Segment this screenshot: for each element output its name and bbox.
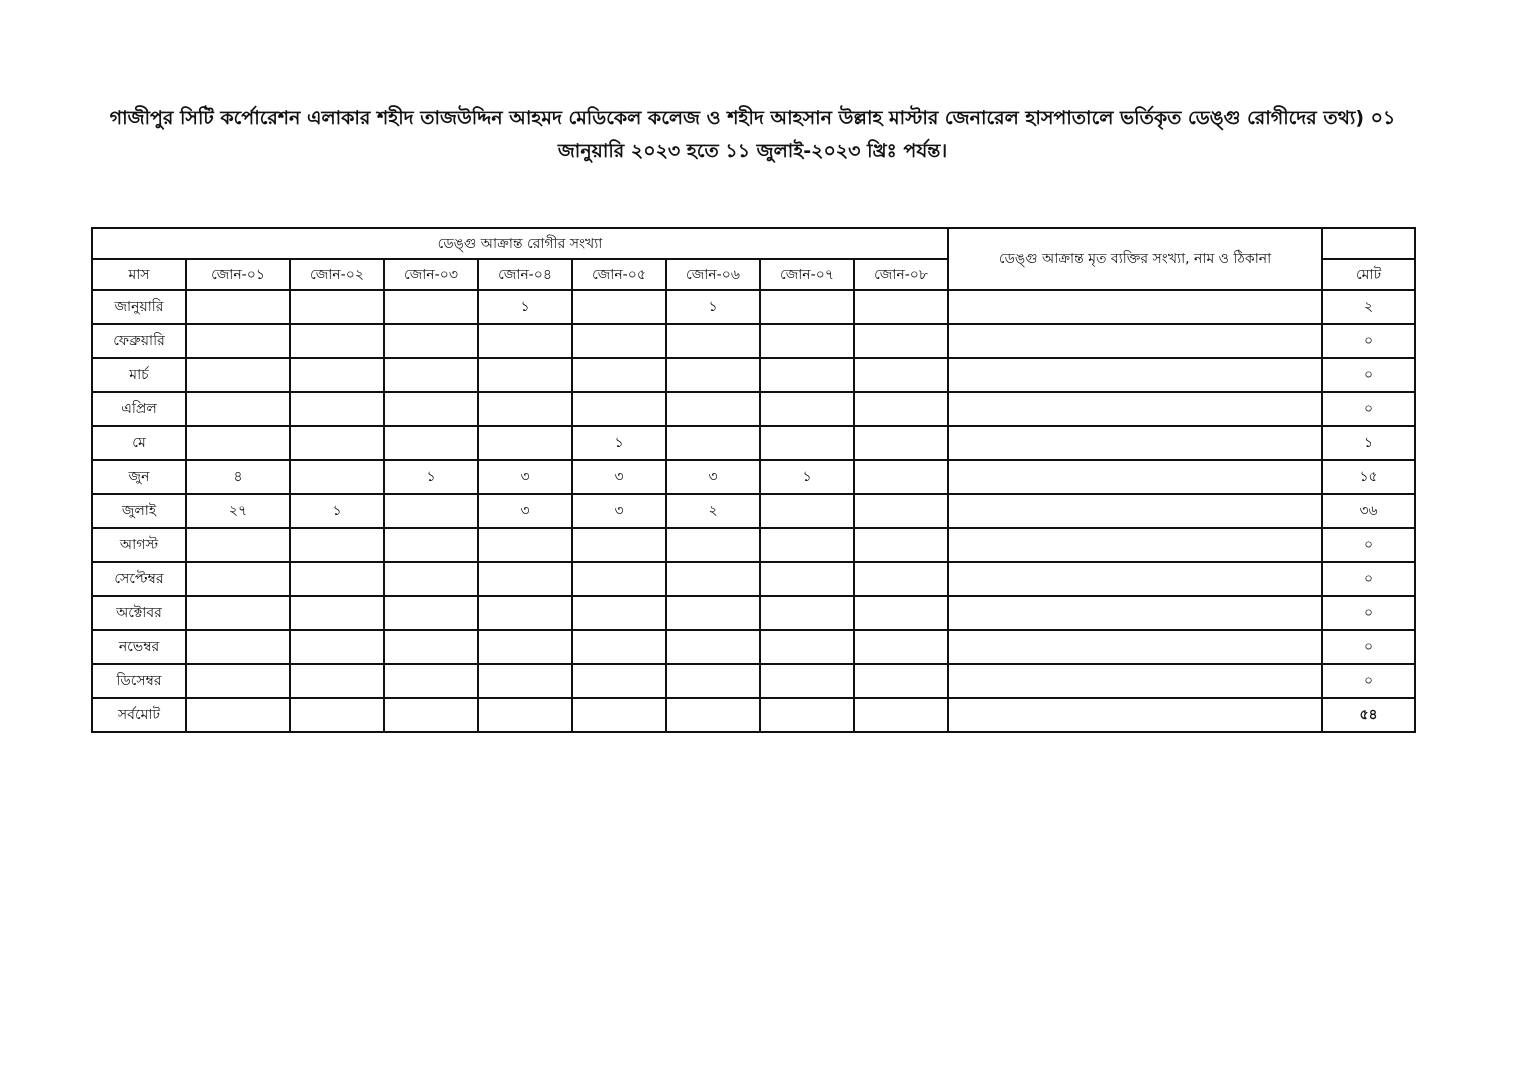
zone-cell bbox=[384, 562, 478, 596]
month-cell: অক্টোবর bbox=[92, 596, 186, 630]
zone-cell bbox=[290, 562, 384, 596]
zone-cell bbox=[478, 596, 572, 630]
zone-cell bbox=[760, 630, 854, 664]
death-cell bbox=[948, 324, 1322, 358]
title-line-2: জানুয়ারি ২০২৩ হতে ১১ জুলাই-২০২৩ খ্রিঃ পর্যন্ত। bbox=[557, 140, 948, 162]
zone-cell bbox=[572, 630, 666, 664]
zone-cell bbox=[572, 664, 666, 698]
zone-cell bbox=[384, 596, 478, 630]
month-cell: মার্চ bbox=[92, 358, 186, 392]
zone-cell: ৩ bbox=[478, 460, 572, 494]
zone-cell bbox=[760, 562, 854, 596]
table-row bbox=[92, 562, 1415, 596]
zone-cell bbox=[760, 426, 854, 460]
zone-cell bbox=[478, 324, 572, 358]
zone-cell: ৩ bbox=[572, 494, 666, 528]
total-cell: ০ bbox=[1322, 324, 1415, 358]
zone-cell bbox=[290, 528, 384, 562]
zone-cell: ১ bbox=[478, 290, 572, 324]
zone-cell bbox=[572, 324, 666, 358]
zone-header: জোন-০৪ bbox=[478, 259, 572, 290]
total-cell: ০ bbox=[1322, 358, 1415, 392]
death-cell bbox=[948, 426, 1322, 460]
month-cell: এপ্রিল bbox=[92, 392, 186, 426]
zone-cell bbox=[478, 698, 572, 732]
zone-header: জোন-০৮ bbox=[854, 259, 948, 290]
zone-cell: ৩ bbox=[478, 494, 572, 528]
zone-cell bbox=[290, 460, 384, 494]
zone-cell bbox=[666, 664, 760, 698]
table-row bbox=[92, 324, 1415, 358]
zone-cell bbox=[186, 698, 290, 732]
zone-header: জোন-০৩ bbox=[384, 259, 478, 290]
zone-cell bbox=[854, 630, 948, 664]
zone-cell bbox=[478, 528, 572, 562]
death-cell bbox=[948, 528, 1322, 562]
zone-cell bbox=[290, 698, 384, 732]
zone-cell bbox=[760, 290, 854, 324]
zone-cell bbox=[384, 528, 478, 562]
zone-cell bbox=[186, 358, 290, 392]
zone-cell bbox=[290, 426, 384, 460]
zone-cell bbox=[186, 596, 290, 630]
zone-cell bbox=[478, 426, 572, 460]
zone-cell bbox=[478, 664, 572, 698]
table-row bbox=[92, 426, 1415, 460]
zone-cell: ১ bbox=[290, 494, 384, 528]
zone-cell bbox=[854, 562, 948, 596]
zone-cell bbox=[186, 528, 290, 562]
zone-cell bbox=[854, 324, 948, 358]
zone-cell bbox=[760, 392, 854, 426]
death-cell bbox=[948, 460, 1322, 494]
zone-header: জোন-০৫ bbox=[572, 259, 666, 290]
zone-cell bbox=[854, 664, 948, 698]
total-cell: ১ bbox=[1322, 426, 1415, 460]
zone-cell bbox=[760, 596, 854, 630]
zone-cell bbox=[666, 426, 760, 460]
zone-cell bbox=[666, 528, 760, 562]
zone-cell bbox=[478, 358, 572, 392]
zone-cell bbox=[666, 324, 760, 358]
zone-cell bbox=[666, 562, 760, 596]
zone-header: জোন-০৬ bbox=[666, 259, 760, 290]
zone-cell bbox=[290, 290, 384, 324]
zone-cell bbox=[760, 528, 854, 562]
total-cell: ০ bbox=[1322, 596, 1415, 630]
zone-cell bbox=[854, 426, 948, 460]
total-header: মোট bbox=[1322, 259, 1415, 290]
zone-cell bbox=[186, 630, 290, 664]
month-cell: নভেম্বর bbox=[92, 630, 186, 664]
zone-cell bbox=[666, 698, 760, 732]
zone-cell bbox=[384, 392, 478, 426]
zone-cell bbox=[854, 358, 948, 392]
table-row bbox=[92, 358, 1415, 392]
zone-cell: ১ bbox=[760, 460, 854, 494]
zone-cell: ২৭ bbox=[186, 494, 290, 528]
total-cell: ৫৪ bbox=[1322, 698, 1415, 732]
zone-cell bbox=[186, 290, 290, 324]
table-row bbox=[92, 698, 1415, 732]
death-cell bbox=[948, 290, 1322, 324]
zone-cell bbox=[290, 358, 384, 392]
document-title bbox=[90, 102, 1415, 168]
month-cell: মে bbox=[92, 426, 186, 460]
death-cell bbox=[948, 392, 1322, 426]
zone-cell: ১ bbox=[384, 460, 478, 494]
total-cell: ০ bbox=[1322, 528, 1415, 562]
zone-cell bbox=[666, 392, 760, 426]
zone-cell bbox=[186, 562, 290, 596]
month-cell: জুলাই bbox=[92, 494, 186, 528]
zone-cell bbox=[572, 392, 666, 426]
death-cell bbox=[948, 630, 1322, 664]
month-cell: আগস্ট bbox=[92, 528, 186, 562]
table-row bbox=[92, 392, 1415, 426]
total-header-spacer bbox=[1322, 228, 1415, 259]
death-cell bbox=[948, 358, 1322, 392]
month-cell: জানুয়ারি bbox=[92, 290, 186, 324]
title-line-1: গাজীপুর সিটি কর্পোরেশন এলাকার শহীদ তাজউদ্দিন আহমদ মেডিকেল কলেজ ও শহীদ আহসান উল্লাহ মাস্টার জেনারেল হাসপাতালে ভর্তিকৃত ডেঙ্গু রোগীদের তথ্য) ০১ bbox=[109, 107, 1396, 129]
zone-cell bbox=[760, 358, 854, 392]
table-row bbox=[92, 494, 1415, 528]
zone-cell bbox=[186, 324, 290, 358]
zone-cell: ২ bbox=[666, 494, 760, 528]
zone-cell bbox=[854, 290, 948, 324]
month-cell: ফেব্রুয়ারি bbox=[92, 324, 186, 358]
zone-cell bbox=[854, 528, 948, 562]
zone-header: জোন-০২ bbox=[290, 259, 384, 290]
death-cell bbox=[948, 698, 1322, 732]
total-cell: ২ bbox=[1322, 290, 1415, 324]
month-cell: ডিসেম্বর bbox=[92, 664, 186, 698]
zone-cell bbox=[478, 392, 572, 426]
zone-cell bbox=[290, 664, 384, 698]
zone-cell bbox=[384, 290, 478, 324]
zone-cell bbox=[186, 392, 290, 426]
zone-cell bbox=[384, 664, 478, 698]
table-row bbox=[92, 528, 1415, 562]
zone-cell bbox=[854, 460, 948, 494]
group-header: ডেঙ্গু আক্রান্ত রোগীর সংখ্যা bbox=[92, 228, 948, 259]
month-cell: সেপ্টেম্বর bbox=[92, 562, 186, 596]
zone-cell: ৩ bbox=[666, 460, 760, 494]
zone-cell bbox=[760, 698, 854, 732]
total-cell: ০ bbox=[1322, 630, 1415, 664]
zone-cell bbox=[854, 494, 948, 528]
zone-cell bbox=[384, 358, 478, 392]
zone-cell: ৩ bbox=[572, 460, 666, 494]
zone-cell bbox=[186, 664, 290, 698]
zone-cell bbox=[854, 392, 948, 426]
zone-cell bbox=[290, 392, 384, 426]
zone-cell bbox=[384, 494, 478, 528]
zone-cell bbox=[290, 596, 384, 630]
zone-cell bbox=[572, 698, 666, 732]
zone-cell: ৪ bbox=[186, 460, 290, 494]
zone-cell bbox=[478, 630, 572, 664]
zone-header: জোন-০১ bbox=[186, 259, 290, 290]
table-row bbox=[92, 290, 1415, 324]
table-row bbox=[92, 596, 1415, 630]
zone-cell bbox=[290, 630, 384, 664]
table-row bbox=[92, 460, 1415, 494]
month-cell: জুন bbox=[92, 460, 186, 494]
zone-cell bbox=[854, 596, 948, 630]
zone-cell bbox=[572, 290, 666, 324]
total-cell: ১৫ bbox=[1322, 460, 1415, 494]
zone-cell bbox=[384, 426, 478, 460]
zone-cell bbox=[186, 426, 290, 460]
death-cell bbox=[948, 494, 1322, 528]
dengue-table bbox=[91, 227, 1416, 733]
zone-cell: ১ bbox=[572, 426, 666, 460]
zone-cell bbox=[384, 698, 478, 732]
zone-cell: ১ bbox=[666, 290, 760, 324]
zone-cell bbox=[760, 324, 854, 358]
total-cell: ৩৬ bbox=[1322, 494, 1415, 528]
death-header: ডেঙ্গু আক্রান্ত মৃত ব্যক্তির সংখ্যা, নাম ও ঠিকানা bbox=[948, 228, 1322, 290]
zone-cell bbox=[290, 324, 384, 358]
month-header: মাস bbox=[92, 259, 186, 290]
zone-header: জোন-০৭ bbox=[760, 259, 854, 290]
total-cell: ০ bbox=[1322, 562, 1415, 596]
month-cell: সর্বমোট bbox=[92, 698, 186, 732]
zone-cell bbox=[760, 494, 854, 528]
zone-cell bbox=[478, 562, 572, 596]
zone-cell bbox=[854, 698, 948, 732]
death-cell bbox=[948, 562, 1322, 596]
zone-cell bbox=[666, 596, 760, 630]
zone-cell bbox=[666, 358, 760, 392]
zone-cell bbox=[760, 664, 854, 698]
total-cell: ০ bbox=[1322, 392, 1415, 426]
zone-cell bbox=[572, 562, 666, 596]
zone-cell bbox=[572, 358, 666, 392]
total-cell: ০ bbox=[1322, 664, 1415, 698]
table-row bbox=[92, 630, 1415, 664]
zone-cell bbox=[666, 630, 760, 664]
zone-cell bbox=[384, 324, 478, 358]
zone-cell bbox=[384, 630, 478, 664]
death-cell bbox=[948, 664, 1322, 698]
death-cell bbox=[948, 596, 1322, 630]
zone-cell bbox=[572, 528, 666, 562]
table-row bbox=[92, 664, 1415, 698]
zone-cell bbox=[572, 596, 666, 630]
